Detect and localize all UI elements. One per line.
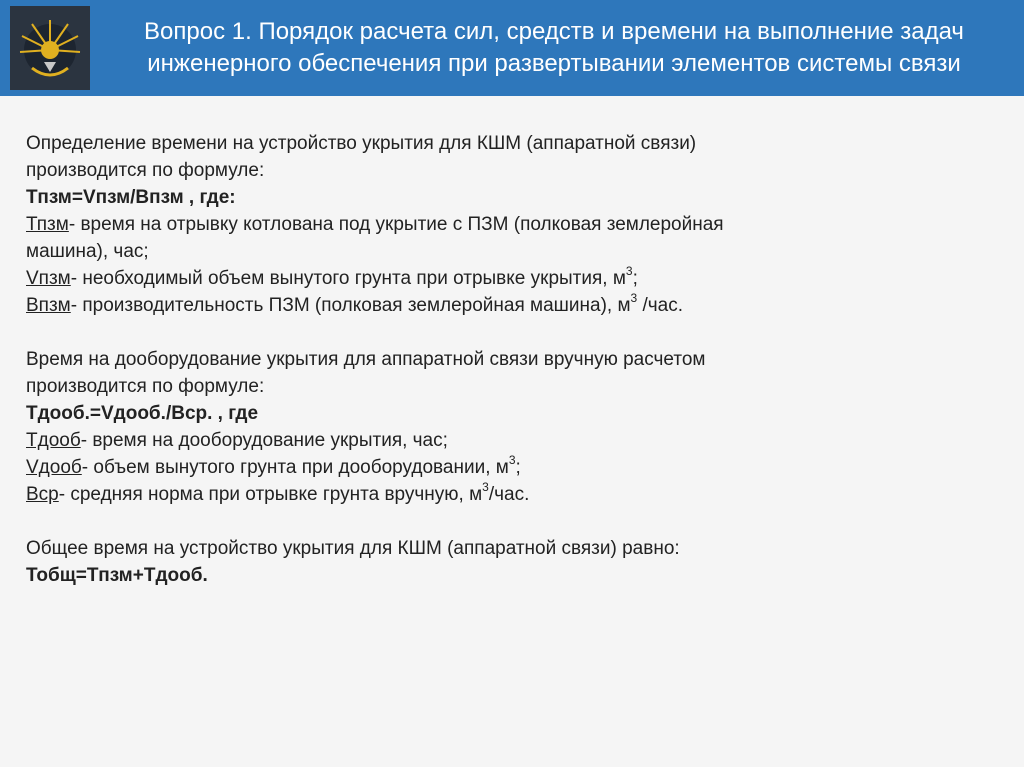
section1-t-desc-line-2: машина), час;	[26, 241, 149, 262]
section1-t-term: Тпзм	[26, 214, 69, 235]
section2-v-sup: 3	[508, 452, 516, 467]
header-bar	[0, 0, 1024, 96]
section1-t-desc: - время на отрывку котлована под укрытие с ПЗМ (полковая землеройная	[68, 214, 724, 235]
section1-b-definition	[26, 292, 986, 319]
section1-b-tail: /час.	[637, 295, 684, 316]
section1-formula: Тпзм=Vпзм/Впзм , где:	[26, 187, 236, 208]
page-title-line-1: Вопрос 1. Порядок расчета сил, средств и времени на выполнение задач	[144, 18, 964, 45]
section1-v-definition	[26, 265, 986, 292]
section2-v-definition	[26, 454, 986, 481]
section1-v-sup: 3	[625, 263, 633, 278]
section2-intro-line-2: производится по формуле:	[26, 376, 265, 397]
section2-v-desc: - объем вынутого грунта при дооборудовании, м	[81, 457, 509, 478]
section1-intro-line-1: Определение времени на устройство укрытия для КШМ (аппаратной связи)	[26, 133, 697, 154]
section2-t-desc: - время на дооборудование укрытия, час;	[80, 430, 448, 451]
slide-content	[26, 130, 986, 589]
section2-t-term: Тдооб	[26, 430, 81, 451]
section2-t-definition	[26, 427, 986, 454]
section1-v-desc: - необходимый объем вынутого грунта при отрывке укрытия, м	[70, 268, 626, 289]
section2-b-definition	[26, 481, 986, 508]
military-emblem-icon	[10, 6, 90, 90]
section3-formula: Тобщ=Тпзм+Тдооб.	[26, 565, 208, 586]
section2-b-sup: 3	[482, 479, 489, 494]
section1-t-definition	[26, 211, 986, 238]
page-title-line-2: инженерного обеспечения при развертывании элементов системы связи	[147, 50, 961, 77]
page-title	[104, 16, 1004, 80]
section2-b-tail: /час.	[488, 484, 530, 505]
section2-b-desc: - средняя норма при отрывке грунта вручную, м	[58, 484, 483, 505]
section2-v-tail: ;	[515, 457, 521, 478]
section1-v-tail: ;	[632, 268, 638, 289]
section2-intro-line-1: Время на дооборудование укрытия для аппаратной связи вручную расчетом	[26, 349, 706, 370]
spacer	[26, 508, 986, 535]
section1-b-sup: 3	[630, 290, 638, 305]
section2-v-term: Vдооб	[26, 457, 82, 478]
spacer	[26, 319, 986, 346]
section2-b-term: Вср	[26, 484, 59, 505]
section2-formula: Тдооб.=Vдооб./Вср. , где	[26, 403, 259, 424]
section1-b-term: Впзм	[26, 295, 71, 316]
section1-b-desc: - производительность ПЗМ (полковая землеройная машина), м	[70, 295, 631, 316]
section1-intro-line-2: производится по формуле:	[26, 160, 265, 181]
section3-intro: Общее время на устройство укрытия для КШМ (аппаратной связи) равно:	[26, 538, 680, 559]
section1-v-term: Vпзм	[26, 268, 71, 289]
